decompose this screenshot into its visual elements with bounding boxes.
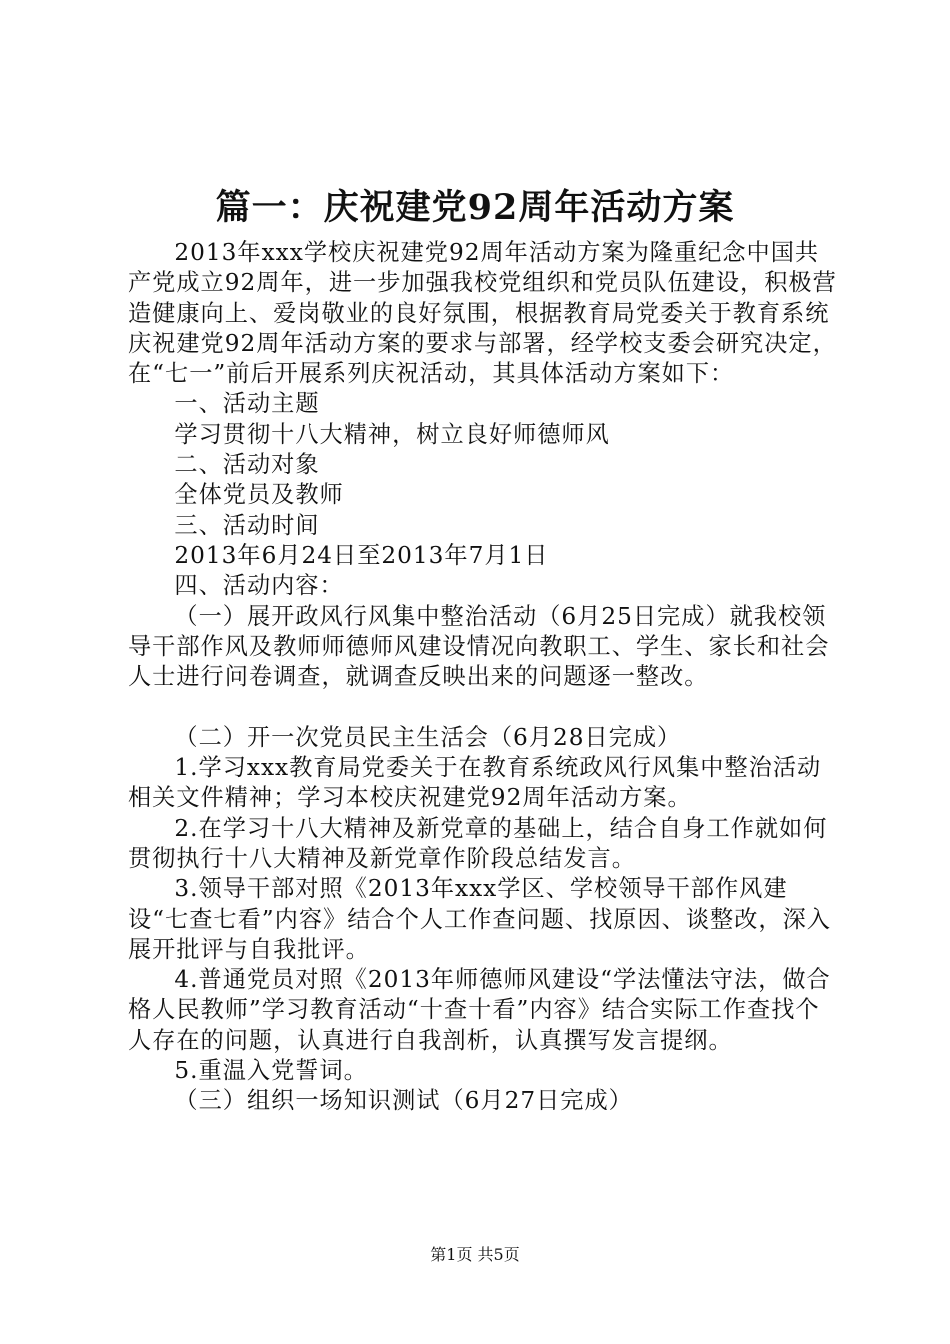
content-item-2-heading: （二）开一次党员民主生活会（6月28日完成） — [174, 723, 682, 751]
section-text-time: 2013年6月24日至2013年7月1日 — [174, 541, 549, 569]
page-footer: 第1页 共5页 — [430, 1245, 520, 1264]
content-item-2-point-3: 3.领导干部对照《2013年xxx学区、学校领导干部作风建设“七查七看”内容》结合个人工作查问题、找原因、谈整改，深入展开批评与自我批评。 — [128, 875, 831, 963]
section-text-theme: 学习贯彻十八大精神，树立良好师德师风 — [174, 420, 610, 448]
content-item-2-point-4: 4.普通党员对照《2013年师德师风建设“学法懂法守法，做合格人民教师”学习教育活动“十查十看”内容》结合实际工作查找个人存在的问题，认真进行自我剖析，认真撰写发言提纲。 — [128, 966, 831, 1054]
content-item-2-point-5: 5.重温入党誓词。 — [174, 1057, 368, 1085]
section-heading-audience: 二、活动对象 — [174, 451, 320, 479]
content-item-1: （一）展开政风行风集中整治活动（6月25日完成）就我校领导干部作风及教师师德师风建设情况向教职工、学生、家长和社会人士进行问卷调查，就调查反映出来的问题逐一整改。 — [128, 602, 830, 691]
section-heading-content: 四、活动内容： — [174, 572, 344, 600]
document-body — [128, 238, 840, 1117]
section-text-audience: 全体党员及教师 — [174, 481, 344, 509]
intro-paragraph: 2013年xxx学校庆祝建党92周年活动方案为隆重纪念中国共产党成立92周年，进一步加强我校党组织和党员队伍建设，积极营造健康向上、爱岗敬业的良好氛围，根据教育局党委关于教育系统庆祝建党92周年活动方案的要求与部署，经学校支委会研究决定，在“七一”前后开展系列庆祝活动，其具体活动方案如下： — [128, 239, 837, 388]
content-item-2-point-2: 2.在学习十八大精神及新党章的基础上，结合自身工作就如何贯彻执行十八大精神及新党章作阶段总结发言。 — [128, 814, 828, 872]
section-heading-theme: 一、活动主题 — [174, 390, 320, 418]
content-item-2-point-1: 1.学习xxx教育局党委关于在教育系统政风行风集中整治活动相关文件精神；学习本校庆祝建党92周年活动方案。 — [128, 754, 822, 812]
document-title: 篇一：庆祝建党92周年活动方案 — [215, 187, 735, 228]
section-heading-time: 三、活动时间 — [174, 511, 320, 539]
blank-line — [128, 692, 840, 722]
content-item-3-heading: （三）组织一场知识测试（6月27日完成） — [174, 1087, 633, 1115]
